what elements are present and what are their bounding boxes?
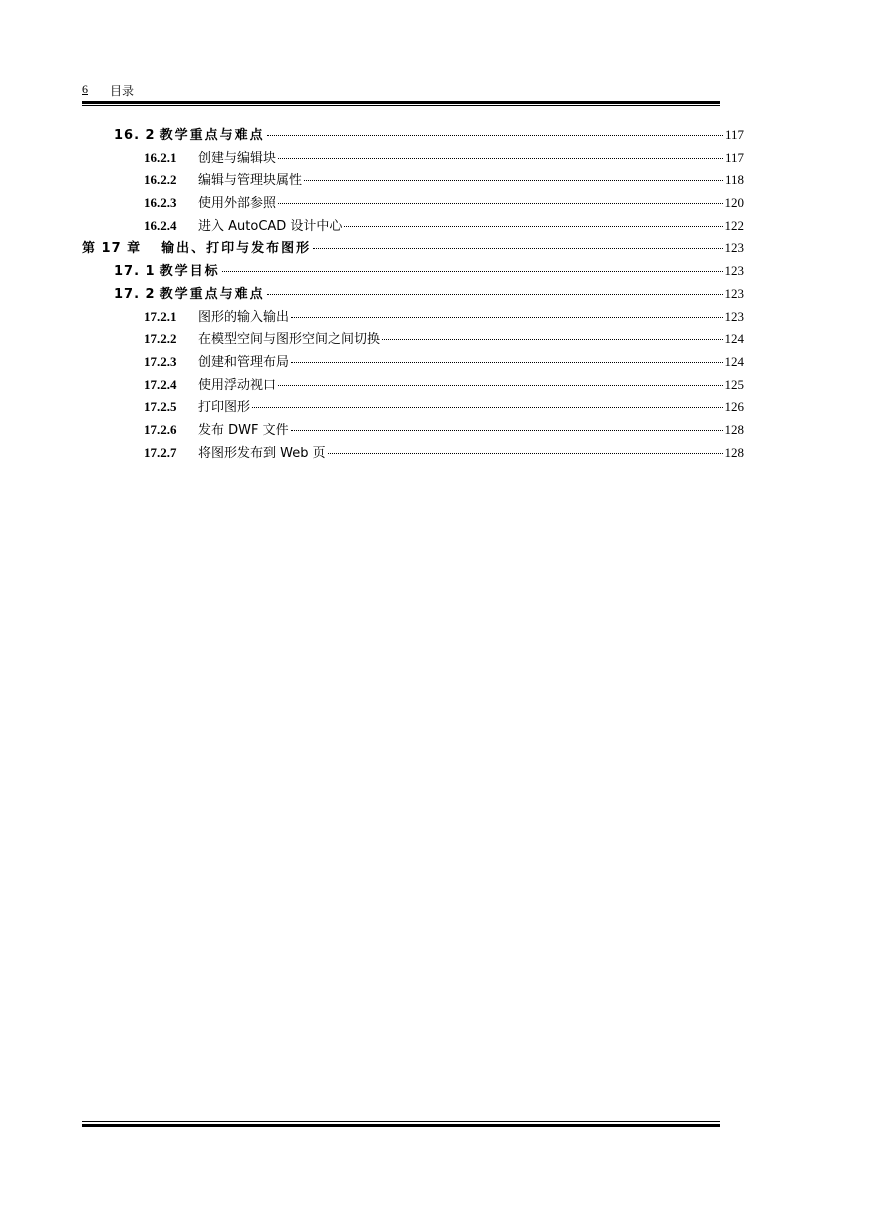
- toc-dot-leader: [222, 271, 723, 272]
- toc-entry-page: 117: [724, 127, 744, 142]
- toc-entry[interactable]: [82, 283, 744, 306]
- toc-entry-page: 126: [724, 399, 744, 415]
- toc-entry[interactable]: [82, 374, 744, 397]
- toc-entry-number: 17. 2: [114, 286, 156, 302]
- toc-entry-title: 教学目标: [159, 264, 220, 280]
- toc-entry[interactable]: [82, 306, 744, 329]
- toc-entry[interactable]: [82, 351, 744, 374]
- toc-entry-page: 123: [724, 308, 744, 324]
- table-of-contents: [82, 124, 744, 464]
- toc-entry[interactable]: [82, 237, 744, 260]
- toc-entry-number: 17.2.1: [144, 308, 177, 324]
- toc-dot-leader: [291, 317, 722, 318]
- footer-rule-thick: [82, 1124, 720, 1127]
- toc-entry-number: 16.2.4: [144, 217, 177, 233]
- toc-dot-leader: [291, 430, 723, 431]
- toc-dot-leader: [267, 294, 723, 295]
- toc-entry-title: 输出、打印与发布图形: [161, 241, 312, 257]
- toc-entry-page: 124: [724, 353, 744, 369]
- toc-entry[interactable]: [82, 215, 744, 238]
- toc-entry-number: 17. 1: [114, 264, 156, 280]
- toc-entry-title: 图形的输入输出: [198, 309, 290, 325]
- toc-entry-page: 123: [724, 263, 744, 279]
- toc-entry-page: 128: [724, 444, 744, 460]
- toc-entry[interactable]: [82, 147, 744, 170]
- toc-entry[interactable]: [82, 328, 744, 351]
- page-number: 6: [82, 82, 88, 96]
- toc-entry-title: 使用外部参照: [198, 196, 277, 212]
- toc-entry-page: 123: [724, 285, 744, 301]
- toc-entry-page: 118: [724, 172, 744, 188]
- toc-entry-title: 发布 DWF 文件: [198, 422, 289, 438]
- toc-entry-title: 编辑与管理块属性: [198, 173, 303, 189]
- toc-entry-number: 17.2.4: [144, 376, 177, 392]
- toc-entry-number: 16.2.2: [144, 172, 177, 188]
- toc-entry-title: 打印图形: [198, 400, 251, 416]
- toc-entry-page: 128: [724, 421, 744, 437]
- toc-dot-leader: [328, 453, 723, 454]
- toc-entry[interactable]: [82, 260, 744, 283]
- toc-entry[interactable]: [82, 169, 744, 192]
- toc-entry-title: 创建与编辑块: [198, 150, 277, 166]
- toc-entry[interactable]: [82, 419, 744, 442]
- toc-entry-number: 17.2.6: [144, 421, 177, 437]
- toc-entry-page: 117: [724, 149, 744, 165]
- toc-dot-leader: [344, 226, 722, 227]
- header-title: 目录: [110, 84, 135, 98]
- toc-entry-number: 16. 2: [114, 128, 156, 143]
- toc-entry-number: 16.2.3: [144, 195, 177, 211]
- toc-entry[interactable]: [82, 396, 744, 419]
- toc-entry-title: 进入 AutoCAD 设计中心: [198, 218, 343, 234]
- toc-entry[interactable]: [82, 124, 744, 147]
- toc-entry-title: 教学重点与难点: [159, 286, 265, 302]
- toc-entry-page: 125: [724, 376, 744, 392]
- toc-entry-number: 17.2.5: [144, 399, 177, 415]
- footer-rule-thin: [82, 1121, 720, 1122]
- toc-entry-page: 120: [724, 195, 744, 211]
- toc-dot-leader: [304, 180, 723, 181]
- header-rule-thin: [82, 105, 720, 106]
- toc-entry-page: 124: [724, 331, 744, 347]
- toc-entry-title: 在模型空间与图形空间之间切换: [198, 332, 381, 348]
- toc-entry[interactable]: [82, 192, 744, 215]
- toc-entry-number: 16.2.1: [144, 149, 177, 165]
- toc-entry-page: 122: [724, 217, 744, 233]
- toc-entry-number: 17.2.7: [144, 444, 177, 460]
- toc-entry-title: 教学重点与难点: [159, 128, 265, 143]
- toc-dot-leader: [252, 407, 722, 408]
- toc-entry-page: 123: [724, 240, 744, 256]
- toc-entry-title: 创建和管理布局: [198, 354, 290, 370]
- header-rule-thick: [82, 101, 720, 104]
- toc-dot-leader: [278, 158, 723, 159]
- toc-dot-leader: [291, 362, 722, 363]
- toc-dot-leader: [267, 135, 723, 136]
- toc-entry-number: 第 17 章: [82, 241, 142, 257]
- toc-dot-leader: [278, 203, 722, 204]
- toc-dot-leader: [313, 248, 722, 249]
- toc-entry-title: 使用浮动视口: [198, 377, 277, 393]
- toc-entry[interactable]: [82, 442, 744, 465]
- toc-entry-title: 将图形发布到 Web 页: [198, 445, 326, 461]
- toc-entry-number: 17.2.3: [144, 353, 177, 369]
- toc-dot-leader: [278, 385, 722, 386]
- toc-dot-leader: [382, 339, 722, 340]
- toc-entry-number: 17.2.2: [144, 331, 177, 347]
